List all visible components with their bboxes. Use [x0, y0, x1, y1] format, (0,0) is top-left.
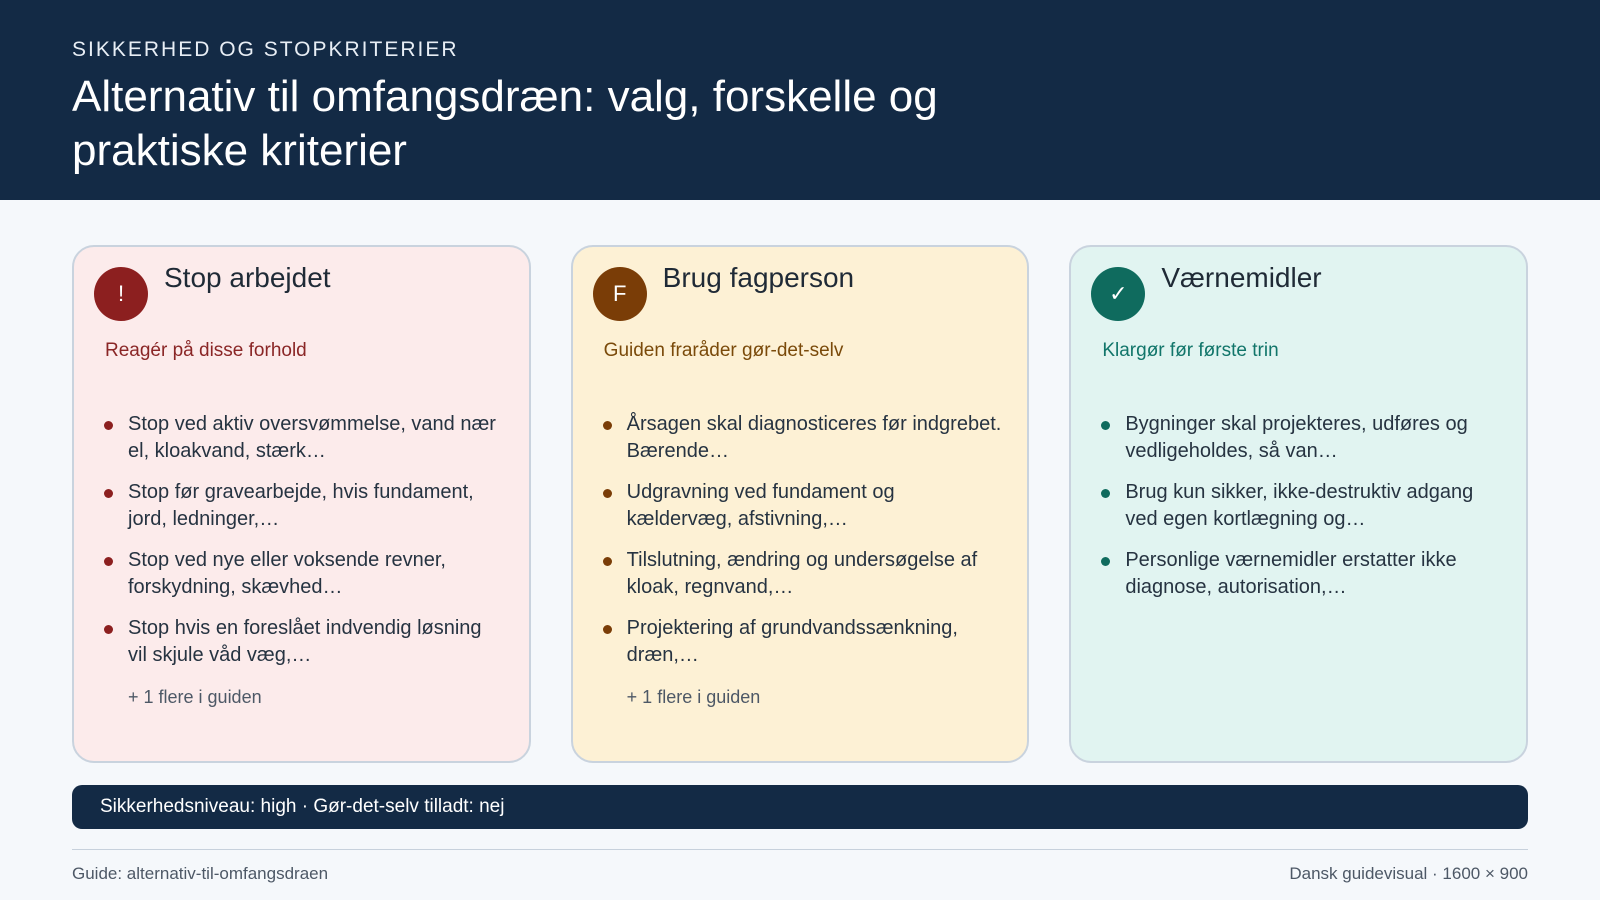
card-stop-work: [72, 245, 531, 763]
card-subtitle: Klargør før første trin: [1102, 340, 1279, 361]
card-list: [104, 411, 504, 683]
list-item: Bygninger skal projekteres, udføres og vedligeholdes, så van…: [1101, 411, 1501, 465]
card-list: [603, 411, 1003, 683]
list-item: Stop ved aktiv oversvømmelse, vand nær el, kloakvand, stærk…: [104, 411, 504, 465]
card-list: [1101, 411, 1501, 615]
list-item: Tilslutning, ændring og undersøgelse af kloak, regnvand,…: [603, 547, 1003, 601]
list-item: Personlige værnemidler erstatter ikke diagnose, autorisation,…: [1101, 547, 1501, 601]
eyebrow: SIKKERHED OG STOPKRITERIER: [72, 38, 459, 61]
card-title: Værnemidler: [1161, 262, 1322, 293]
card-subtitle: Reagér på disse forhold: [105, 340, 307, 361]
exclamation-icon: !: [94, 267, 148, 321]
footer-meta: Dansk guidevisual · 1600 × 900: [1289, 864, 1528, 883]
card-protective-equipment: [1069, 245, 1528, 763]
status-bar: Sikkerhedsniveau: high · Gør-det-selv tilladt: nej: [72, 785, 1528, 829]
footer-divider: [72, 849, 1528, 850]
list-item: Stop hvis en foreslået indvendig løsning vil skjule våd væg,…: [104, 615, 504, 669]
card-row: [72, 245, 1528, 763]
list-item: Stop ved nye eller voksende revner, forskydning, skævhed…: [104, 547, 504, 601]
more-link: + 1 flere i guiden: [626, 687, 761, 707]
list-item: Projektering af grundvandssænkning, dræn,…: [603, 615, 1003, 669]
card-title: Brug fagperson: [662, 262, 855, 293]
header: [0, 0, 1600, 200]
letter-f-icon: F: [593, 267, 647, 321]
page-title: Alternativ til omfangsdræn: valg, forskelle og praktiske kriterier: [72, 72, 938, 175]
card-title: Stop arbejdet: [164, 262, 331, 293]
card-subtitle: Guiden fraråder gør-det-selv: [603, 340, 844, 361]
list-item: Brug kun sikker, ikke-destruktiv adgang ved egen kortlægning og…: [1101, 479, 1501, 533]
card-use-professional: [571, 245, 1030, 763]
list-item: Stop før gravearbejde, hvis fundament, jord, ledninger,…: [104, 479, 504, 533]
checkmark-icon: ✓: [1091, 267, 1145, 321]
list-item: Udgravning ved fundament og kældervæg, afstivning,…: [603, 479, 1003, 533]
footer-guide-slug: Guide: alternativ-til-omfangsdraen: [72, 864, 329, 883]
more-link: + 1 flere i guiden: [128, 687, 262, 707]
list-item: Årsagen skal diagnosticeres før indgrebet. Bærende…: [603, 411, 1003, 465]
